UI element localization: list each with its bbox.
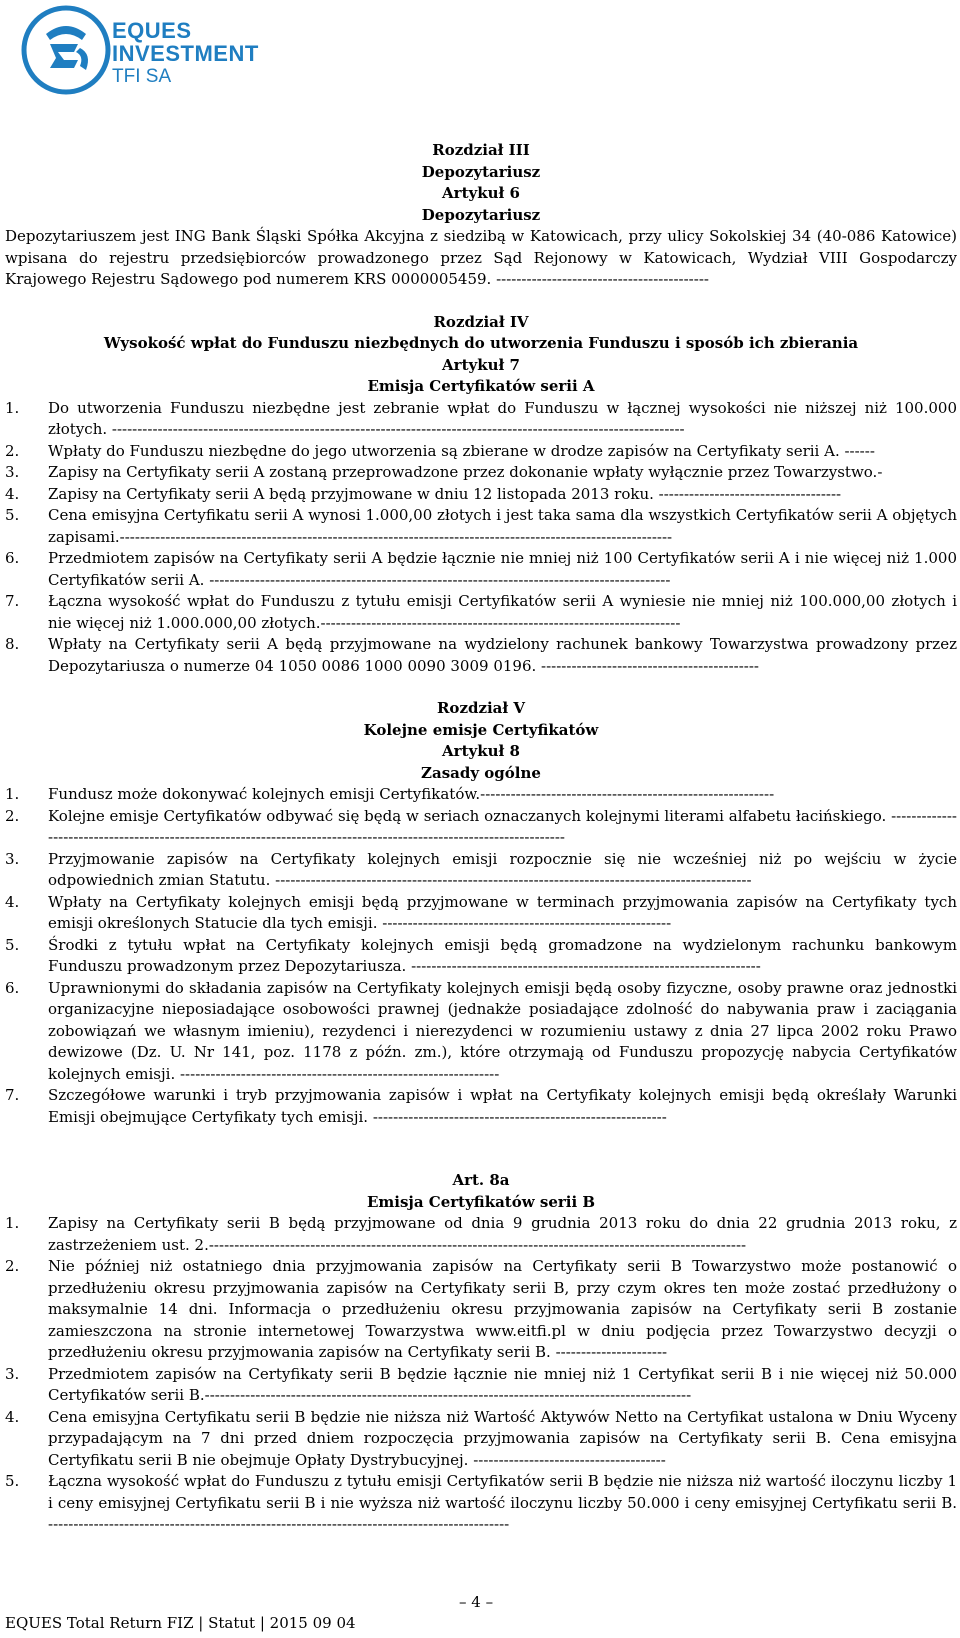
list-item: 4. Wpłaty na Certyfikaty kolejnych emisji będą przyjmowane w terminach przyjmowania zapisów na Certyfikaty tych emisji określonych Statucie dla tych emisji. ---------------------------------------------------------: [5, 892, 957, 932]
list-item: 3. Przyjmowanie zapisów na Certyfikaty kolejnych emisji rozpocznie się nie wcześniej niż po wejściu w życie odpowiednich zmian Statutu. ----------------------------------------------------------------------------------------------: [5, 849, 957, 889]
list-item: 3. Zapisy na Certyfikaty serii A zostaną przeprowadzone przez dokonanie wpłaty wyłącznie przez Towarzystwo.-: [5, 463, 883, 481]
article-8-list: [5, 784, 957, 1128]
list-item: 4. Cena emisyjna Certyfikatu serii B będzie nie niższa niż Wartość Aktywów Netto na Certyfikat ustalona w Dniu Wyceny przypadającym na 7 dni przed dniem rozpoczęcia przyjmowania zapisów na Certyfikaty serii B. Cena emisyjna Certyfikatu serii B nie obejmuje Opłaty Dystrybucyjnej. --------------------------------------: [5, 1407, 957, 1469]
chapter-3-subtitle: Depozytariusz: [421, 162, 541, 181]
list-item: 1. Do utworzenia Funduszu niezbędne jest zebranie wpłat do Funduszu w łącznej wysokości nie niższej niż 100.000 złotych. -----------------------------------------------------------------------------------------------------------------: [5, 398, 957, 438]
article-6-text: Depozytariuszem jest ING Bank Śląski Spółka Akcyjna z siedzibą w Katowicach, przy ulicy Sokolskiej 34 (40-086 Katowice) wpisana do rejestru przedsiębiorców prowadzonego przez Sąd Rejonowy w Katowicach, Wydział VIII Gospodarczy Krajowego Rejestru Sądowego pod numerem KRS 0000005459. ------------------------------------------: [5, 227, 957, 288]
logo-line1: EQUES: [112, 18, 192, 43]
chapter-5-subtitle: Kolejne emisje Certyfikatów: [363, 720, 599, 739]
list-item: 6. Uprawnionymi do składania zapisów na Certyfikaty kolejnych emisji będą osoby fizyczne, osoby prawne oraz jednostki organizacyjne nieposiadające osobowości prawnej (jednakże posiadające zdolność do nabywania praw i zaciągania zobowiązań we własnym imieniu), rezydenci i nierezydenci w rozumieniu ustawy z dnia 27 lipca 2002 roku Prawo dewizowe (Dz. U. Nr 141, poz. 1178 z późn. zm.), które otrzymają od Funduszu propozycję nabycia Certyfikatów kolejnych emisji. ---------------------------------------------------------------: [5, 978, 957, 1083]
article-7-title: Artykuł 7: [442, 355, 520, 374]
list-item: 7. Szczegółowe warunki i tryb przyjmowania zapisów i wpłat na Certyfikaty kolejnych emisji będą określały Warunki Emisji obejmujące Certyfikaty tych emisji. ----------------------------------------------------------: [5, 1086, 957, 1126]
page-number: – 4 –: [459, 1593, 494, 1611]
list-item: 2. Wpłaty do Funduszu niezbędne do jego utworzenia są zbierane w drodze zapisów na Certyfikaty serii A. ------: [5, 441, 875, 460]
document-body: [5, 140, 957, 1536]
company-logo: [20, 4, 280, 100]
article-7-subtitle: Emisja Certyfikatów serii A: [367, 377, 595, 395]
chapter-4-title: Rozdział IV: [433, 312, 529, 331]
chapter-4-subtitle: Wysokość wpłat do Funduszu niezbędnych do utworzenia Funduszu i sposób ich zbierania: [103, 334, 859, 352]
article-6-subtitle: Depozytariusz: [421, 205, 541, 224]
logo-emblem-icon: [20, 4, 112, 96]
article-6-title: Artykuł 6: [442, 184, 520, 202]
list-item: 5. Cena emisyjna Certyfikatu serii A wynosi 1.000,00 złotych i jest taka sama dla wszystkich Certyfikatów serii A objętych zapisami.-------------------------------------------------------------------------------------------------------------: [5, 506, 957, 546]
list-item: 8. Wpłaty na Certyfikaty serii A będą przyjmowane na wydzielony rachunek bankowy Towarzystwa prowadzony przez Depozytariusza o numerze 04 1050 0086 1000 0090 3009 0196. -------------------------------------------: [5, 635, 957, 675]
list-item: 6. Przedmiotem zapisów na Certyfikaty serii A będzie łącznie nie mniej niż 100 Certyfikatów serii A i nie więcej niż 1.000 Certyfikatów serii A. -------------------------------------------------------------------------------------------: [5, 549, 957, 589]
list-item: 1. Fundusz może dokonywać kolejnych emisji Certyfikatów.----------------------------------------------------------: [5, 785, 775, 803]
article-8-subtitle: Zasady ogólne: [421, 763, 541, 782]
logo-line2: INVESTMENT: [112, 41, 259, 66]
article-8a-list: [5, 1213, 957, 1536]
logo-line3: TFI SA: [112, 66, 172, 87]
article-8a-subtitle: Emisja Certyfikatów serii B: [366, 1192, 596, 1211]
list-item: 2. Nie później niż ostatniego dnia przyjmowania zapisów na Certyfikaty serii B Towarzystwo może postanowić o przedłużeniu okresu przyjmowania zapisów na Certyfikaty serii B, przy czym okres ten może zostać przedłużony o maksymalnie 14 dni. Informacja o przedłużeniu okresu przyjmowania zapisów na Certyfikaty serii B zostanie zamieszczona na stronie internetowej Towarzystwa www.eitfi.pl w dniu podjęcia przez Towarzystwo decyzji o przedłużeniu okresu przyjmowania zapisów na Certyfikaty serii B. ----------------------: [5, 1257, 957, 1361]
chapter-3-title: Rozdział III: [432, 141, 530, 159]
list-item: 5. Łączna wysokość wpłat do Funduszu z tytułu emisji Certyfikatów serii B będzie nie niższa niż wartość iloczynu liczby 1 i ceny emisyjnej Certyfikatu serii B i nie wyższa niż wartość iloczynu liczby 50.000 i ceny emisyjnej Certyfikatu serii B. -------------------------------------------------------------------------------------------: [5, 1472, 957, 1533]
list-item: 3. Przedmiotem zapisów na Certyfikaty serii B będzie łącznie nie mniej niż 1 Certyfikat serii B i nie więcej niż 50.000 Certyfikatów serii B.------------------------------------------------------------------------------------------------: [5, 1364, 957, 1404]
list-item: 1. Zapisy na Certyfikaty serii B będą przyjmowane od dnia 9 grudnia 2013 roku do dnia 22 grudnia 2013 roku, z zastrzeżeniem ust. 2.----------------------------------------------------------------------------------------------------------: [5, 1214, 957, 1254]
list-item: 4. Zapisy na Certyfikaty serii A będą przyjmowane w dniu 12 listopada 2013 roku. ------------------------------------: [5, 484, 842, 503]
list-item: 5. Środki z tytułu wpłat na Certyfikaty kolejnych emisji będą gromadzone na wydzielonym rachunku bankowym Funduszu prowadzonym przez Depozytariusza. ---------------------------------------------------------------------: [5, 935, 957, 975]
page-footer: EQUES Total Return FIZ | Statut | 2015 09 04: [5, 1614, 356, 1632]
article-8a-title: Art. 8a: [452, 1171, 510, 1189]
logo-wordmark: [112, 20, 259, 86]
article-8-title: Artykuł 8: [442, 742, 520, 760]
chapter-5-title: Rozdział V: [436, 699, 526, 717]
list-item: 7. Łączna wysokość wpłat do Funduszu z tytułu emisji Certyfikatów serii A wyniesie nie mniej niż 100.000,00 złotych i nie więcej niż 1.000.000,00 złotych.-----------------------------------------------------------------------: [5, 592, 957, 632]
list-item: 2. Kolejne emisje Certyfikatów odbywać się będą w seriach oznaczanych kolejnymi literami alfabetu łacińskiego. -------------------------------------------------------------------------------------------------------------------: [5, 806, 957, 846]
article-7-list: [5, 398, 957, 678]
